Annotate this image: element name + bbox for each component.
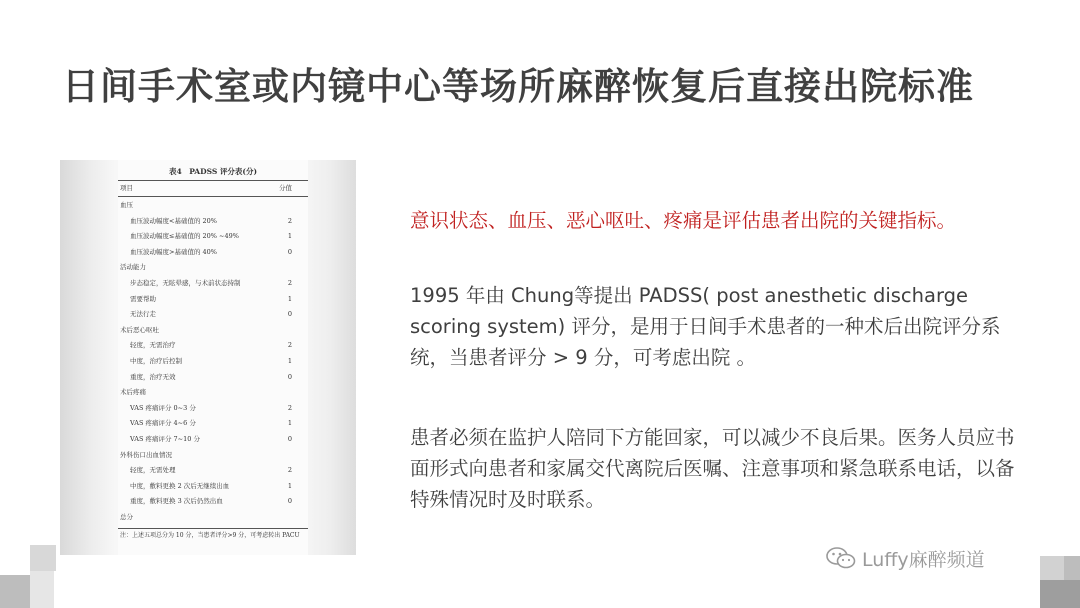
table-row-item: 术后恶心呕吐 [120, 325, 159, 334]
table-row [118, 385, 308, 400]
watermark-text: Luffy麻醉频道 [862, 548, 985, 571]
table-row-score: 0 [287, 372, 292, 381]
table-row [118, 338, 308, 353]
table-row [118, 276, 308, 291]
slide-title: 日间手术室或内镜中心等场所麻醉恢复后直接出院标准 [62, 65, 974, 108]
header-item: 项目 [120, 184, 133, 192]
table-row-item: 活动能力 [120, 263, 146, 272]
table-row [118, 214, 308, 229]
table-row [118, 401, 308, 416]
table-row [118, 229, 308, 244]
table-row-item: VAS 疼痛评分 4~6 分 [130, 419, 196, 428]
corner-decoration [30, 545, 56, 571]
padss-table [118, 160, 308, 555]
table-row-item: 术后疼痛 [120, 388, 146, 397]
table-row [118, 510, 308, 525]
table-row-item: VAS 疼痛评分 7~10 分 [130, 435, 200, 443]
table-row-item: 轻度，无需治疗 [130, 341, 176, 350]
table-row-item: 无法行走 [130, 310, 156, 319]
table-row-item: 总分 [120, 513, 133, 521]
table-caption: 表4 PADSS 评分表(分) [168, 167, 257, 176]
table-row [118, 432, 308, 447]
table-row-score: 0 [287, 310, 292, 319]
watermark [826, 545, 985, 571]
table-header-row [118, 181, 308, 196]
corner-decoration [1040, 580, 1080, 608]
corner-decoration [30, 571, 54, 608]
table-row [118, 260, 308, 275]
table-row-score: 2 [287, 403, 292, 412]
table-row-item: 需要帮助 [130, 294, 156, 303]
table-row-item: 血压波动幅度>基础值的 40% [130, 247, 217, 256]
table-row [118, 245, 308, 260]
table-row-score: 2 [287, 341, 292, 350]
table-row [118, 198, 308, 213]
table-row-score: 2 [287, 466, 292, 475]
table-row-item: VAS 疼痛评分 0~3 分 [130, 403, 196, 412]
table-row-score: 1 [287, 294, 292, 303]
table-row-item: 外科伤口出血情况 [120, 450, 172, 459]
padss-table-image [60, 160, 356, 555]
table-row [118, 354, 308, 369]
table-row-item: 轻度，无需处理 [130, 466, 176, 475]
table-row [118, 494, 308, 509]
table-row [118, 323, 308, 338]
table-row-item: 中度，治疗后控制 [130, 357, 182, 365]
table-row-score: 1 [287, 481, 292, 490]
table-row-score: 1 [287, 357, 292, 365]
table-row-score: 0 [287, 247, 292, 256]
table-row-score: 1 [287, 232, 292, 241]
table-row-score: 1 [287, 419, 292, 428]
table-row-score: 0 [287, 435, 292, 443]
wechat-icon [826, 546, 856, 570]
table-row [118, 292, 308, 307]
corner-decoration [0, 575, 30, 608]
table-row [118, 448, 308, 463]
table-row [118, 416, 308, 431]
key-indicator-note: 意识状态、血压、恶心呕吐、疼痛是评估患者出院的关键指标。 [410, 209, 957, 232]
table-note: 注：上述五项总分为 10 分，当患者评分>9 分，可考虑转出 PACU [120, 532, 300, 539]
padss-description: 1995 年由 Chung等提出 PADSS( post anesthetic discharge scoring system) 评分，是用于日间手术患者的一种术后出院评分系统，当患者评分 > 9 分，可考虑出院 。 [410, 284, 1001, 369]
table-row-item: 重度，敷料更换 3 次后仍然出血 [130, 497, 223, 506]
corner-decoration [1064, 556, 1080, 580]
table-row-score: 2 [287, 216, 292, 225]
table-row-item: 血压 [120, 201, 133, 209]
header-score: 分值 [279, 184, 292, 192]
table-row [118, 370, 308, 385]
table-row-item: 中度，敷料更换 2 次后无继续出血 [130, 481, 230, 490]
table-row [118, 463, 308, 478]
table-row [118, 479, 308, 494]
corner-decoration [1040, 556, 1064, 580]
discharge-instructions: 患者必须在监护人陪同下方能回家，可以减少不良后果。医务人员应书面形式向患者和家属交代离院后医嘱、注意事项和紧急联系电话，以备特殊情况时及时联系。 [410, 426, 1015, 511]
table-row-item: 血压波动幅度<基础值的 20% [130, 216, 217, 225]
table-row [118, 307, 308, 322]
table-row-item: 步态稳定，无眩晕感，与术前状态持制 [130, 279, 241, 287]
table-row-item: 血压波动幅度≤基础值的 20% ~49% [130, 232, 239, 241]
table-row-score: 0 [287, 497, 292, 506]
table-row-item: 重度，治疗无效 [130, 372, 176, 381]
table-row-score: 2 [287, 279, 292, 287]
